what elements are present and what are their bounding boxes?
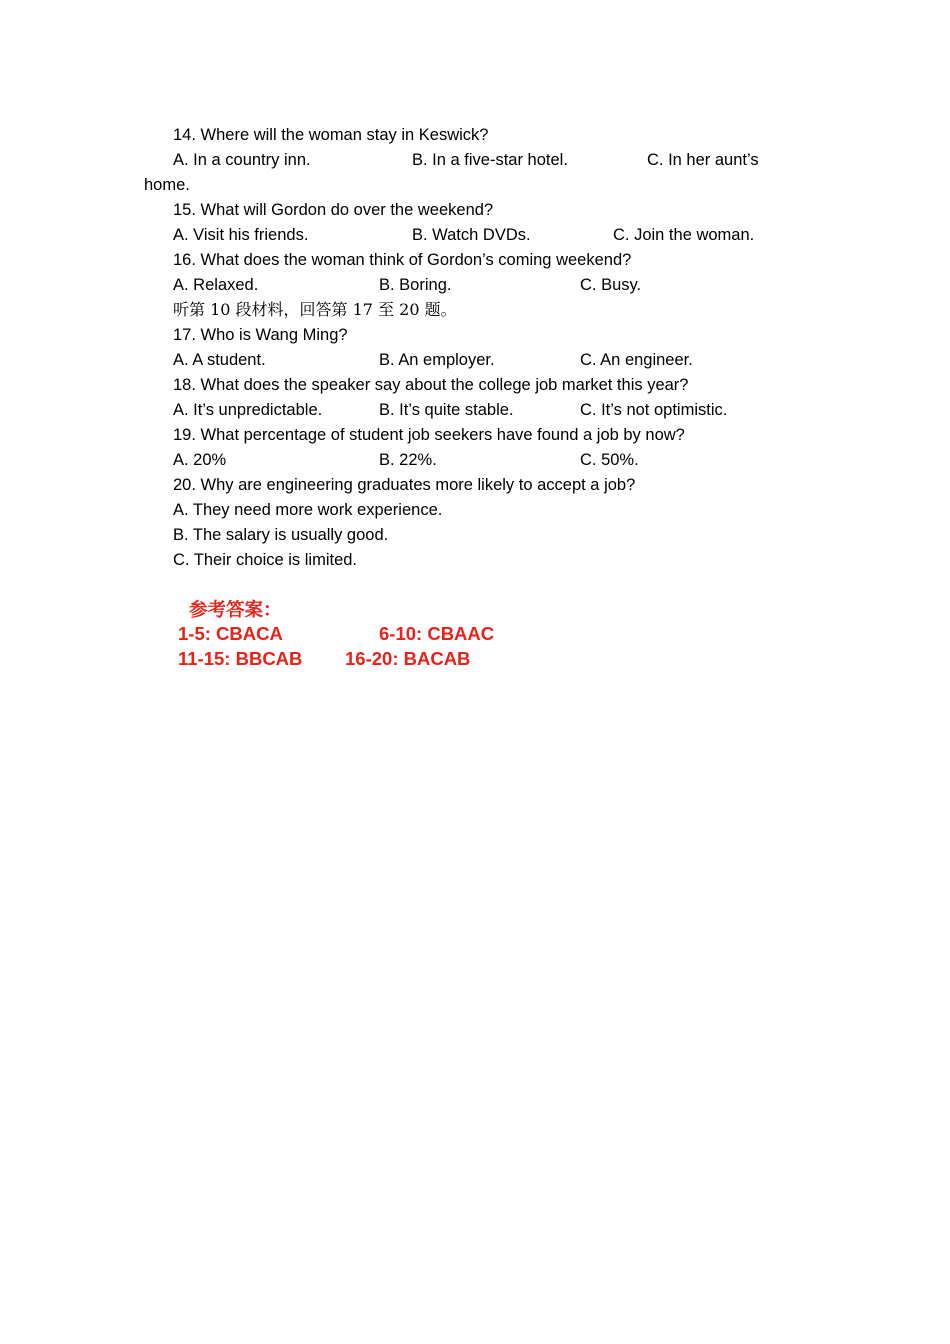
question-20-option-c: C. Their choice is limited.: [173, 551, 358, 569]
question-18-option-b: B. It’s quite stable.: [379, 401, 514, 419]
question-15-stem: 15. What will Gordon do over the weekend?: [173, 201, 494, 219]
question-18-option-a: A. It’s unpredictable.: [173, 401, 323, 419]
question-16-option-b: B. Boring.: [379, 276, 452, 294]
answer-key-6-10: 6-10: CBAAC: [379, 623, 495, 644]
question-16-stem: 16. What does the woman think of Gordon’s coming weekend?: [173, 251, 632, 269]
question-17-option-b: B. An employer.: [379, 351, 495, 369]
question-16-option-a: A. Relaxed.: [173, 276, 259, 294]
question-16-option-c: C. Busy.: [580, 276, 642, 294]
question-15-option-c: C. Join the woman.: [613, 226, 755, 244]
question-14-option-c: C. In her aunt’s: [647, 151, 759, 169]
answer-key-heading: 参考答案：: [189, 599, 282, 620]
question-14-stem: 14. Where will the woman stay in Keswick?: [173, 126, 489, 144]
question-20-option-a: A. They need more work experience.: [173, 501, 443, 519]
question-19-option-b: B. 22%.: [379, 451, 437, 469]
question-18-option-c: C. It’s not optimistic.: [580, 401, 728, 419]
question-14-option-b: B. In a five-star hotel.: [412, 151, 568, 169]
question-15-option-a: A. Visit his friends.: [173, 226, 309, 244]
question-18-stem: 18. What does the speaker say about the college job market this year?: [173, 376, 689, 394]
question-19-option-c: C. 50%.: [580, 451, 639, 469]
question-20-option-b: B. The salary is usually good.: [173, 526, 389, 544]
question-20-stem: 20. Why are engineering graduates more likely to accept a job?: [173, 476, 636, 494]
question-17-option-c: C. An engineer.: [580, 351, 693, 369]
answer-key-11-15: 11-15: BBCAB: [178, 648, 303, 669]
answer-key-16-20: 16-20: BACAB: [345, 648, 471, 669]
question-19-stem: 19. What percentage of student job seekers have found a job by now?: [173, 426, 685, 444]
question-17-option-a: A. A student.: [173, 351, 266, 369]
answer-key-1-5: 1-5: CBACA: [178, 623, 283, 644]
question-15-option-b: B. Watch DVDs.: [412, 226, 531, 244]
question-14-option-c-continued: home.: [144, 176, 190, 194]
question-19-option-a: A. 20%: [173, 451, 227, 469]
question-14-option-a: A. In a country inn.: [173, 151, 311, 169]
section-10-instruction: 听第 10 段材料，回答第 17 至 20 题。: [173, 300, 457, 319]
question-17-stem: 17. Who is Wang Ming?: [173, 326, 348, 344]
